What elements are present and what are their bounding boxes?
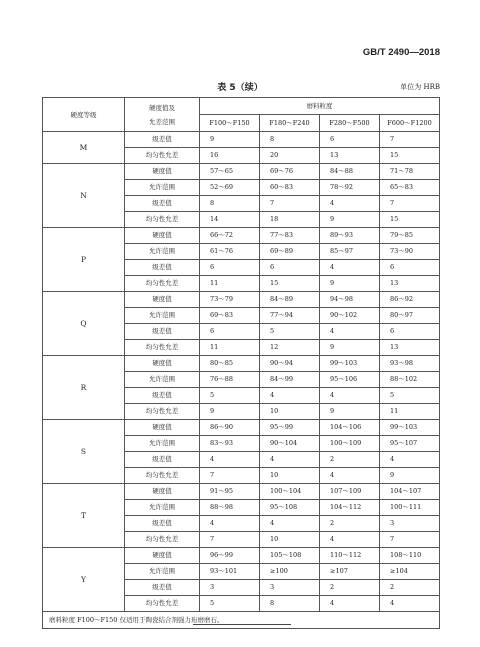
row-label: 硬度值	[125, 164, 200, 180]
value-cell: 2	[380, 580, 440, 596]
value-cell: 73～90	[380, 244, 440, 260]
table-title: 表 5（续）	[217, 83, 263, 93]
table-row	[43, 292, 440, 308]
value-cell: 4	[260, 516, 320, 532]
grit-header: F100～F150	[200, 115, 260, 132]
value-cell: 2	[320, 580, 380, 596]
value-cell: 76～88	[200, 372, 260, 388]
row-label: 级差值	[125, 132, 200, 148]
row-label: 均匀性允差	[125, 276, 200, 292]
value-cell: 15	[260, 276, 320, 292]
value-cell: 5	[380, 388, 440, 404]
value-cell: 80～97	[380, 308, 440, 324]
value-cell: 4	[200, 516, 260, 532]
grade-cell: S	[43, 420, 125, 484]
row-label: 均匀性允差	[125, 468, 200, 484]
value-cell: 10	[260, 468, 320, 484]
table-row	[43, 228, 440, 244]
row-label: 均匀性允差	[125, 532, 200, 548]
value-cell: 8	[200, 196, 260, 212]
value-cell: 4	[320, 596, 380, 612]
value-cell: 110～112	[320, 548, 380, 564]
row-label: 允许范围	[125, 244, 200, 260]
row-label: 级差值	[125, 452, 200, 468]
value-cell: 3	[380, 516, 440, 532]
grade-cell: N	[43, 164, 125, 228]
row-label: 级差值	[125, 196, 200, 212]
grade-cell: P	[43, 228, 125, 292]
table-row	[43, 484, 440, 500]
row-label: 允许范围	[125, 180, 200, 196]
value-cell: 90～94	[260, 356, 320, 372]
value-cell: 90～102	[320, 308, 380, 324]
unit-note: 单位为 HRB	[400, 83, 440, 91]
item-column-header	[125, 98, 200, 132]
grade-cell: M	[43, 132, 125, 164]
value-cell: 84～89	[260, 292, 320, 308]
table-row	[43, 548, 440, 564]
value-cell: 11	[200, 340, 260, 356]
value-cell: 95～108	[260, 500, 320, 516]
header-row-1	[43, 98, 440, 115]
grit-header: F180～F240	[260, 115, 320, 132]
value-cell: 11	[200, 276, 260, 292]
table-row	[43, 420, 440, 436]
value-cell: 86～92	[380, 292, 440, 308]
row-label: 级差值	[125, 324, 200, 340]
value-cell: 6	[200, 324, 260, 340]
value-cell: 108～110	[380, 548, 440, 564]
grade-cell: Q	[43, 292, 125, 356]
value-cell: 2	[320, 516, 380, 532]
value-cell: 5	[260, 324, 320, 340]
value-cell: 83～93	[200, 436, 260, 452]
value-cell: 11	[380, 404, 440, 420]
row-label: 均匀性允差	[125, 340, 200, 356]
value-cell: 4	[200, 452, 260, 468]
value-cell: 4	[320, 468, 380, 484]
value-cell: 77～94	[260, 308, 320, 324]
standard-code: GB/T 2490—2018	[362, 47, 440, 58]
table-row	[43, 164, 440, 180]
row-label: 均匀性允差	[125, 212, 200, 228]
value-cell: 88～102	[380, 372, 440, 388]
value-cell: 94～98	[320, 292, 380, 308]
value-cell: 4	[320, 532, 380, 548]
value-cell: 9	[320, 212, 380, 228]
row-label: 硬度值	[125, 484, 200, 500]
value-cell: 60～83	[260, 180, 320, 196]
value-cell: 7	[380, 132, 440, 148]
value-cell: 86～90	[200, 420, 260, 436]
value-cell: ≥100	[260, 564, 320, 580]
hardness-table	[42, 97, 440, 629]
value-cell: 13	[380, 276, 440, 292]
value-cell: 6	[260, 260, 320, 276]
value-cell: 3	[200, 580, 260, 596]
value-cell: 100～104	[260, 484, 320, 500]
value-cell: 93～101	[200, 564, 260, 580]
value-cell: 4	[380, 596, 440, 612]
value-cell: 10	[260, 404, 320, 420]
value-cell: ≥104	[380, 564, 440, 580]
grit-header: F600～F1200	[380, 115, 440, 132]
value-cell: 7	[380, 532, 440, 548]
row-label: 硬度值	[125, 420, 200, 436]
value-cell: 66～72	[200, 228, 260, 244]
value-cell: 52～69	[200, 180, 260, 196]
value-cell: 12	[260, 340, 320, 356]
grade-cell: Y	[43, 548, 125, 612]
value-cell: 3	[260, 580, 320, 596]
value-cell: 57～65	[200, 164, 260, 180]
item-header-line-2: 允差范围	[149, 117, 175, 126]
value-cell: 95～107	[380, 436, 440, 452]
table-note: 磨料粒度 F100～F150 仅适用于陶瓷结合剂强力珩磨磨石。	[43, 612, 440, 629]
value-cell: 69～89	[260, 244, 320, 260]
item-header-line-1: 硬度值及	[149, 103, 175, 112]
value-cell: 104～107	[380, 484, 440, 500]
grade-cell: R	[43, 356, 125, 420]
value-cell: 20	[260, 148, 320, 164]
value-cell: 90～104	[260, 436, 320, 452]
row-label: 允许范围	[125, 500, 200, 516]
value-cell: 65～83	[380, 180, 440, 196]
value-cell: 4	[260, 388, 320, 404]
value-cell: 13	[320, 148, 380, 164]
value-cell: 4	[320, 260, 380, 276]
value-cell: 88～98	[200, 500, 260, 516]
value-cell: 100～111	[380, 500, 440, 516]
row-label: 均匀性允差	[125, 404, 200, 420]
value-cell: 84～99	[260, 372, 320, 388]
row-label: 级差值	[125, 260, 200, 276]
value-cell: 4	[320, 324, 380, 340]
grit-column-header: 磨料粒度	[200, 98, 440, 115]
value-cell: 95～106	[320, 372, 380, 388]
grade-cell: T	[43, 484, 125, 548]
value-cell: 78～92	[320, 180, 380, 196]
value-cell: 107～109	[320, 484, 380, 500]
value-cell: 6	[200, 260, 260, 276]
value-cell: 7	[200, 468, 260, 484]
value-cell: 7	[200, 532, 260, 548]
value-cell: 104～112	[320, 500, 380, 516]
value-cell: 95～99	[260, 420, 320, 436]
row-label: 允许范围	[125, 564, 200, 580]
value-cell: 2	[320, 452, 380, 468]
table-row	[43, 356, 440, 372]
value-cell: 84～88	[320, 164, 380, 180]
value-cell: 7	[380, 196, 440, 212]
value-cell: 7	[260, 196, 320, 212]
value-cell: 105～108	[260, 548, 320, 564]
row-label: 级差值	[125, 516, 200, 532]
value-cell: 79～85	[380, 228, 440, 244]
value-cell: 9	[320, 340, 380, 356]
value-cell: 91～95	[200, 484, 260, 500]
row-label: 允许范围	[125, 308, 200, 324]
value-cell: ≥107	[320, 564, 380, 580]
value-cell: 9	[200, 132, 260, 148]
value-cell: 6	[320, 132, 380, 148]
row-label: 允许范围	[125, 372, 200, 388]
value-cell: 69～76	[260, 164, 320, 180]
value-cell: 99～103	[380, 420, 440, 436]
grit-header: F280～F500	[320, 115, 380, 132]
row-label: 级差值	[125, 580, 200, 596]
value-cell: 4	[260, 452, 320, 468]
value-cell: 8	[260, 132, 320, 148]
value-cell: 85～97	[320, 244, 380, 260]
value-cell: 8	[260, 596, 320, 612]
value-cell: 18	[260, 212, 320, 228]
value-cell: 100～109	[320, 436, 380, 452]
value-cell: 93～98	[380, 356, 440, 372]
value-cell: 10	[260, 532, 320, 548]
value-cell: 104～106	[320, 420, 380, 436]
value-cell: 13	[380, 340, 440, 356]
value-cell: 9	[380, 468, 440, 484]
value-cell: 73～79	[200, 292, 260, 308]
value-cell: 4	[320, 388, 380, 404]
value-cell: 80～85	[200, 356, 260, 372]
value-cell: 4	[320, 196, 380, 212]
row-label: 硬度值	[125, 356, 200, 372]
value-cell: 5	[200, 596, 260, 612]
value-cell: 14	[200, 212, 260, 228]
value-cell: 15	[380, 212, 440, 228]
row-label: 硬度值	[125, 228, 200, 244]
row-label: 允许范围	[125, 436, 200, 452]
value-cell: 5	[200, 388, 260, 404]
value-cell: 16	[200, 148, 260, 164]
value-cell: 99～103	[320, 356, 380, 372]
footer-rule	[193, 624, 291, 625]
value-cell: 9	[320, 276, 380, 292]
row-label: 级差值	[125, 388, 200, 404]
row-label: 硬度值	[125, 292, 200, 308]
value-cell: 9	[320, 404, 380, 420]
value-cell: 89～93	[320, 228, 380, 244]
value-cell: 4	[380, 452, 440, 468]
grade-column-header: 硬度等级	[43, 98, 125, 132]
value-cell: 71～78	[380, 164, 440, 180]
value-cell: 15	[380, 148, 440, 164]
value-cell: 69～83	[200, 308, 260, 324]
row-label: 均匀性允差	[125, 148, 200, 164]
value-cell: 96～99	[200, 548, 260, 564]
table-row	[43, 132, 440, 148]
note-row	[43, 612, 440, 629]
row-label: 均匀性允差	[125, 596, 200, 612]
value-cell: 77～83	[260, 228, 320, 244]
value-cell: 6	[380, 324, 440, 340]
value-cell: 9	[200, 404, 260, 420]
value-cell: 6	[380, 260, 440, 276]
value-cell: 61～76	[200, 244, 260, 260]
row-label: 硬度值	[125, 548, 200, 564]
